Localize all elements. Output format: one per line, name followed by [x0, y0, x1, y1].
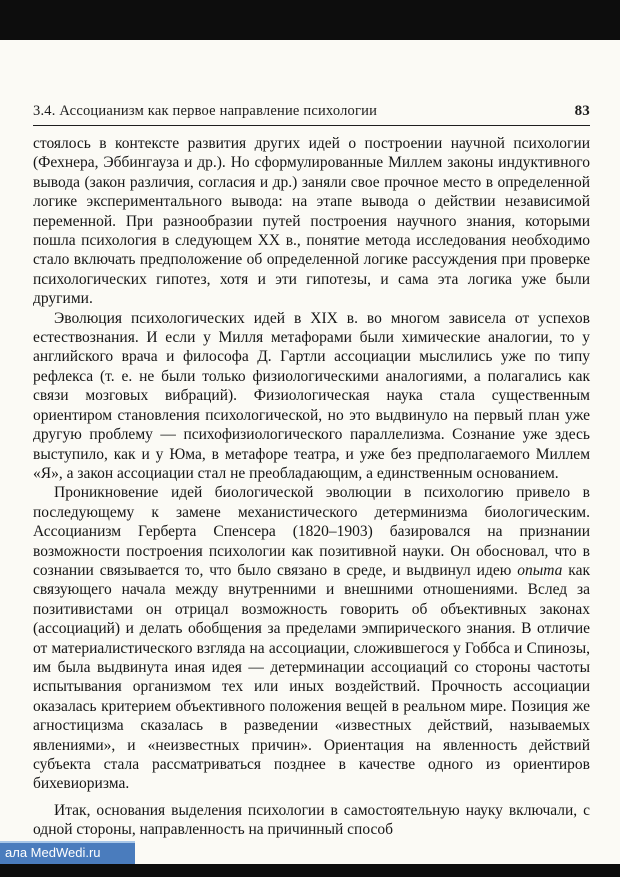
emphasized-text: опыта: [517, 561, 563, 579]
paragraph: [33, 134, 590, 309]
text-run: как связующего начала между внутренними и внешними отношениями. Вслед за позитивистами он отрицал возможность говорить об объективных законах (ассоциаций) и делать обобщения за пределами эмпирического знания. В отличие от материалистического взгляда на ассоциации, сложившегося у Гоббса и Спинозы, им была выдвинута иная идея — детерминации ассоциаций со стороны частоты испытывания организмом тех или иных воздействий. Прочность ассоциации оказалась критерием объективного положения вещей в реальном мире. Позиция же агностицизма сказалась в разведении «известных действий, называемых явлениями», и «неизвестных причин». Ориентация на явленность действий субъекта стала рассматриваться позднее в качестве одного из ориентиров бихевиоризма.: [33, 561, 590, 793]
header-rule: [33, 125, 590, 126]
scan-edge-bottom: [0, 864, 620, 877]
text-run: Проникновение идей биологической эволюции в психологию привело в последующему к замене механистического детерминизма биологическим. Ассоцианизм Герберта Спенсера (1820–1903) базировался на признании возможности построения психологии как позитивной науки. Он обосновал, что в сознании связывается то, что было связано в среде, и выдвинул идею: [33, 484, 590, 579]
text-run: Эволюция психологических идей в XIX в. во многом зависела от успехов естествознания. И если у Милля метафорами были химические аналогии, то у английского врача и философа Д. Гартли ассоциации мыслились уже по типу рефлекса (т. е. не были только физиологическими аналогиями, а полагались как связи мозговых вибраций). Физиологическая наука стала существенным ориентиром становления психологической, но это выдвинуло на первый план уже другую проблему — психофизиологического параллелизма. Сознание уже здесь выступило, как и у Юма, в метафоре театра, и уже без предполагаемого Миллем «Я», а закон ассоциации стал не преобладающим, а единственным основанием.: [33, 309, 590, 482]
page-body: [33, 134, 590, 840]
paragraph: [33, 801, 590, 840]
section-title: 3.4. Ассоцианизм как первое направление психологии: [33, 103, 378, 119]
page: [0, 40, 620, 865]
scan-edge-top: [0, 0, 620, 40]
paragraph: [33, 483, 590, 794]
watermark-medwedi: ала MedWedi.ru: [0, 841, 135, 864]
paragraph: [33, 309, 590, 484]
running-header: [33, 103, 590, 120]
page-number: 83: [574, 103, 590, 119]
text-run: Итак, основания выделения психологии в самостоятельную науку включали, с одной стороны, направленность на причинный способ: [33, 801, 590, 839]
text-run: стоялось в контексте развития других идей о построении научной психологии (Фехнера, Эббингауза и др.). Но сформулированные Миллем законы индуктивного вывода (закон различия, согласия и др.) заняли свое прочное место в определенной логике экспериментального вывода: на этапе вывода о действии независимой переменной. При разнообразии путей построения научного знания, которыми пошла психология в следующем XX в., понятие метода исследования необходимо стало включать предположение об определенной логике рассуждения при проверке психологических гипотез, хотя и эти гипотезы, и сама эта логика уже были другими.: [33, 135, 590, 308]
